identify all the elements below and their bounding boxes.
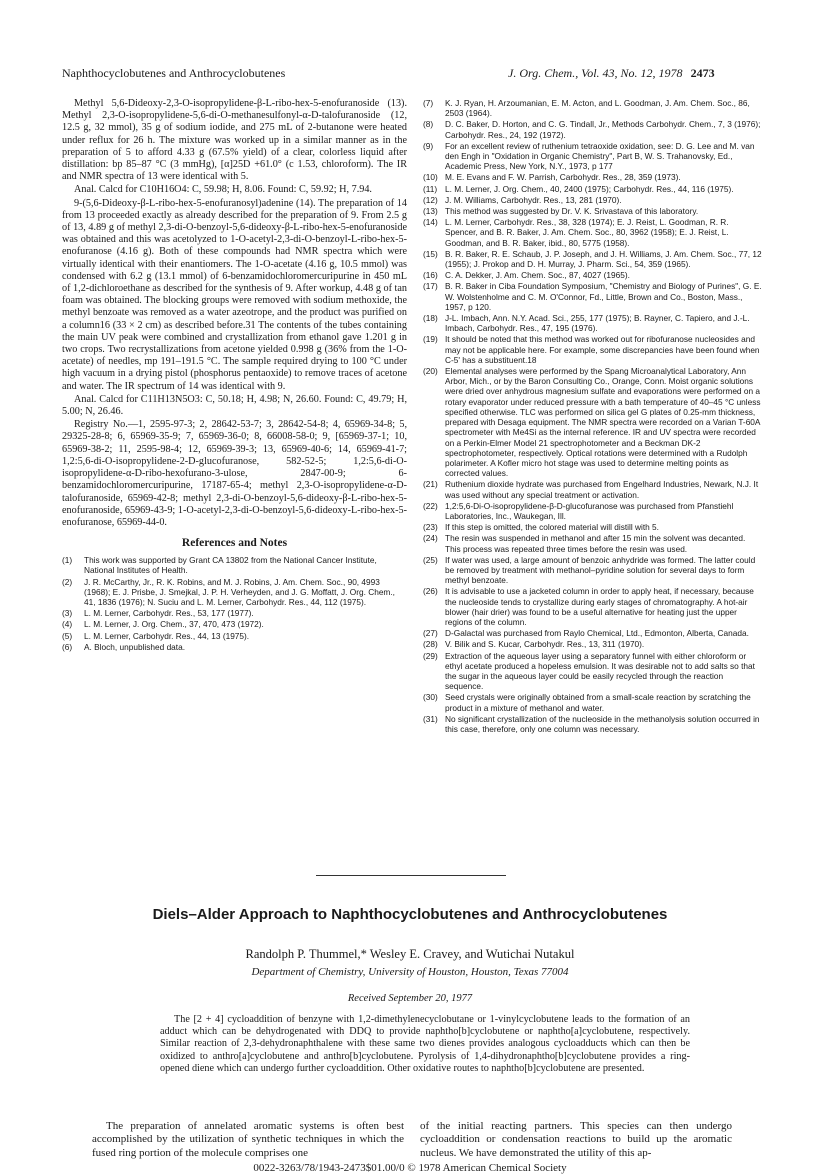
reference-text: L. M. Lerner, Carbohydr. Res., 38, 328 (1974); E. J. Reist, L. Goodman, R. R. Spencer, and B. R. Baker, J. Am. Chem. Soc., 80, 3962 (1958); E. J. Reist, L. Goodman, and B. R. Baker, ibid., 80, 5775 (1958). <box>445 217 729 248</box>
reference-number: (3) <box>62 608 73 619</box>
reference-item <box>423 555 763 586</box>
reference-item <box>423 98 763 118</box>
references-heading: References and Notes <box>181 537 288 550</box>
reference-item <box>423 206 763 216</box>
paragraph-anal-14: Anal. Calcd for C11H13N5O3: C, 50.18; H, 4.98; N, 26.60. Found: C, 49.79; H, 5.00; N, 26.46. <box>62 393 407 418</box>
reference-number: (10) <box>423 172 438 183</box>
reference-text: C. A. Dekker, J. Am. Chem. Soc., 87, 4027 (1965). <box>445 270 630 281</box>
reference-number: (11) <box>423 183 438 194</box>
reference-text: D. C. Baker, D. Horton, and C. G. Tindall, Jr., Methods Carbohydr. Chem., 7, 3 (1976); Carbohydr. Res., 24, 192 (1972). <box>445 119 761 140</box>
reference-item <box>62 642 407 652</box>
reference-number: (4) <box>62 619 73 630</box>
reference-number: (21) <box>423 479 438 490</box>
reference-item <box>423 692 763 712</box>
reference-text: Ruthenium dioxide hydrate was purchased from Engelhard Industries, Newark, N.J. It was used without any special treatment or activation. <box>445 479 759 500</box>
reference-number: (15) <box>423 248 438 259</box>
reference-item <box>423 119 763 139</box>
reference-number: (31) <box>423 713 438 724</box>
reference-text: Extraction of the aqueous layer using a separatory funnel with either chloroform or ethyl acetate produced a hopeless emulsion. It was desirable not to add salts so that the sugar in the aqueous layer could be easily recycled through the reaction sequence. <box>445 650 755 692</box>
reference-item <box>423 366 763 478</box>
reference-item <box>423 639 763 649</box>
reference-text: Seed crystals were originally obtained from a small-scale reaction by scratching the product in a mixture of methanol and water. <box>445 692 751 713</box>
reference-number: (14) <box>423 217 438 228</box>
reference-number: (16) <box>423 270 438 281</box>
reference-item <box>62 608 407 618</box>
reference-text: The resin was suspended in methanol and after 15 min the solvent was decanted. This process was repeated three times before the resin was used. <box>445 533 746 554</box>
reference-text: This method was suggested by Dr. V. K. Srivastava of this laboratory. <box>445 206 699 217</box>
reference-text: L. M. Lerner, Carbohydr. Res., 53, 177 (1977). <box>84 608 254 619</box>
reference-text: It is advisable to use a jacketed column in order to apply heat, if necessary, because the nucleoside tends to crystallize during early stages of chromatography. A hot-air blower (hair drier) was found to be a useful alternative for heating just the upper regions of the column. <box>445 586 754 627</box>
reference-number: (30) <box>423 692 438 703</box>
reference-item <box>423 479 763 499</box>
reference-number: (25) <box>423 554 438 565</box>
reference-text: No significant crystallization of the nucleoside in the methanolysis solution occurred in this case, therefore, only one column was necessary. <box>445 713 760 734</box>
reference-number: (18) <box>423 313 438 324</box>
reference-text: J-L. Imbach, Ann. N.Y. Acad. Sci., 255, 177 (1975); B. Rayner, C. Tapiero, and J.-L. Imbach, Carbohydr. Res., 47, 195 (1976). <box>445 313 750 334</box>
reference-text: 1,2:5,6-Di-O-isopropylidene-β-D-glucofuranose was purchased from Pfanstiehl Laboratories, Inc., Waukegan, Ill. <box>445 500 734 521</box>
paragraph-registry: Registry No.—1, 2595-97-3; 2, 28642-53-7; 3, 28642-54-8; 4, 65969-34-8; 5, 29325-28-8; 6, 65969-35-9; 7, 65969-36-0; 8, 66008-58-0; 9, [65969-37-1; 10, 65969-38-2; 11, 2595-98-4; 12, 65969-39-3; 13, 65969-40-6; 14, 65969-41-7; 1,2:5,6-di-O-isopropylidene-2-D-glucofuranose, 582-52-5; 1,2:5,6-di-O-isopropylidene-α-D-ribo-hexofurano-3-ulose, 2847-00-9; 6-benzamidochloromercuripurine, 17187-65-4; methyl 2,3-O-isopropylidene-α-D-talofuranoside, 65969-42-8; methyl 2,3-di-O-benzoyl-5,6-dideoxy-β-L-ribo-hex-5-enofuranoside, 65969-43-9; 1-O-acetyl-2,3-di-O-benzoyl-5,6-dideoxy-L-ribo-hex-5-enofuranose, 65969-44-0. <box>62 419 407 528</box>
reference-number: (19) <box>423 334 438 345</box>
reference-number: (24) <box>423 533 438 544</box>
reference-number: (6) <box>62 641 73 652</box>
reference-text: V. Bilik and S. Kucar, Carbohydr. Res., 13, 311 (1970). <box>445 639 645 650</box>
references-list-right <box>423 98 763 734</box>
reference-item <box>423 270 763 280</box>
reference-item <box>423 522 763 532</box>
article-authors: Randolph P. Thummel,* Wesley E. Cravey, and Wutichai Nutakul <box>245 947 575 961</box>
intro-right: of the initial reacting partners. This species can then undergo cycloaddition or condensation reactions to build up the aromatic nucleus. We have demonstrated the utility of this ap- <box>420 1120 732 1159</box>
reference-number: (7) <box>423 98 434 108</box>
intro-left: The preparation of annelated aromatic systems is often best accomplished by the utilization of synthetic techniques in which the fused ring portion of the molecule comprises one <box>92 1120 404 1159</box>
references-list-left <box>62 555 407 652</box>
article-abstract: The [2 + 4] cycloaddition of benzyne with 1,2-dimethylenecyclobutane or 1-vinylcyclobutene leads to the formation of an adduct which can be dehydrogenated with DDQ to provide naphtho[b]cyclobutene or naphtho[a]cyclobutene, respectively. Similar reaction of 2,3-dehydronaphthalene with these same two dienes provides analogous cycloadducts which can then be oxidized to anthro[a]cyclobutene and anthro[b]cyclobutene. Pyrolysis of 1,4-dihydronaphtho[b]cyclobutene provides a ring-opened diene which can undergo further cycloaddition. Other oxidative routes to naphtho[b]cyclobutene are presented. <box>160 1014 690 1074</box>
reference-text: If water was used, a large amount of benzoic anhydride was formed. The latter could be removed by treatment with methanol–pyridine solution for several days to form methyl benzoate. <box>445 554 756 586</box>
reference-item <box>423 586 763 627</box>
reference-text: D-Galactal was purchased from Raylo Chemical, Ltd., Edmonton, Alberta, Canada. <box>445 628 749 639</box>
section-divider <box>316 875 506 876</box>
reference-item <box>423 334 763 365</box>
reference-text: J. M. Williams, Carbohydr. Res., 13, 281 (1970). <box>445 194 622 205</box>
reference-item <box>423 249 763 269</box>
reference-number: (13) <box>423 206 438 217</box>
reference-text: L. M. Lerner, J. Org. Chem., 37, 470, 473 (1972). <box>84 619 264 630</box>
reference-number: (29) <box>423 650 438 661</box>
article-affiliation: Department of Chemistry, University of Houston, Houston, Texas 77004 <box>251 966 569 978</box>
reference-text: J. R. McCarthy, Jr., R. K. Robins, and M. J. Robins, J. Am. Chem. Soc., 90, 4993 (1968); E. J. Prisbe, J. Smejkal, J. P. H. Verheyden, and J. G. Moffatt, J. Org. Chem., 41, 1836 (1976); N. Suciu and L. M. Lerner, Carbohydr. Res., 44, 112 (1975). <box>84 576 395 607</box>
left-column <box>62 98 407 653</box>
reference-item <box>423 281 763 312</box>
reference-number: (23) <box>423 522 438 533</box>
reference-number: (1) <box>62 555 73 566</box>
reference-number: (27) <box>423 628 438 639</box>
right-column <box>423 98 763 735</box>
reference-item <box>423 313 763 333</box>
reference-number: (9) <box>423 140 434 151</box>
reference-number: (8) <box>423 119 434 130</box>
reference-item <box>62 619 407 629</box>
page-number: 2473 <box>690 66 715 80</box>
reference-item <box>62 555 407 575</box>
reference-item <box>423 714 763 734</box>
running-header-title: Naphthocyclobutenes and Anthrocyclobutenes <box>62 66 286 80</box>
reference-number: (2) <box>62 576 73 587</box>
reference-item <box>423 533 763 553</box>
reference-item <box>62 577 407 608</box>
reference-text: It should be noted that this method was worked out for ribofuranose nucleosides and may not be applicable here. For example, some discrepancies have been found when C-5' has a substituent.18 <box>445 334 760 365</box>
reference-text: For an excellent review of ruthenium tetraoxide oxidation, see: D. G. Lee and M. van den Engh in "Oxidation in Organic Chemistry", Part B, W. S. Trahanovsky, Ed., Academic Press, New York, N.Y., 1973, p 177 <box>445 140 755 172</box>
reference-text: A. Bloch, unpublished data. <box>84 641 186 652</box>
paragraph-compound-13: Methyl 5,6-Dideoxy-2,3-O-isopropylidene-β-L-ribo-hex-5-enofuranoside (13). Methyl 2,3-O-isopropylidene-5,6-di-O-methanesulfonyl-α-D-talofuranoside (12, 12.5 g, 32 mmol), 35 g of sodium iodide, and 275 mL of 2-butanone were heated under reflux for 26 h. The mixture was worked up in a similar manner as in the preparation of 5 to afford 4.33 g (67.5% yield) of a clear, colorless liquid after distillation: bp 85–87 °C (3 mmHg), [α]25D +61.0° (c 1.53, chloroform). The IR and NMR spectra of 13 were identical with 5. <box>62 98 407 183</box>
copyright-footer: 0022-3263/78/1943-2473$01.00/0 © 1978 American Chemical Society <box>253 1162 567 1174</box>
reference-number: (12) <box>423 194 438 205</box>
journal-citation: J. Org. Chem., Vol. 43, No. 12, 1978 <box>508 66 683 80</box>
reference-item <box>423 501 763 521</box>
reference-text: B. R. Baker, R. E. Schaub, J. P. Joseph, and J. H. Williams, J. Am. Chem. Soc., 77, 12 (1955); J. Prokop and D. H. Murray, J. Pharm. Sci., 54, 359 (1965). <box>445 248 762 270</box>
reference-text: If this step is omitted, the colored material will distill with 5. <box>445 522 659 533</box>
reference-item <box>423 184 763 194</box>
reference-number: (20) <box>423 366 438 377</box>
reference-text: M. E. Evans and F. W. Parrish, Carbohydr. Res., 28, 359 (1973). <box>445 172 681 183</box>
reference-text: B. R. Baker in Ciba Foundation Symposium, "Chemistry and Biology of Purines", G. E. W. Wolstenholme and C. M. O'Connor, Fd., Little, Brown and Co., Boston, Mass., 1957, p 120. <box>445 281 762 312</box>
article-received: Received September 20, 1977 <box>347 993 473 1004</box>
reference-item <box>423 651 763 692</box>
reference-item <box>423 172 763 182</box>
reference-item <box>423 195 763 205</box>
reference-text: L. M. Lerner, Carbohydr. Res., 44, 13 (1975). <box>84 630 250 641</box>
reference-text: L. M. Lerner, J. Org. Chem., 40, 2400 (1975); Carbohydr. Res., 44, 116 (1975). <box>445 183 734 194</box>
paragraph-anal-13: Anal. Calcd for C10H16O4: C, 59.98; H, 8.06. Found: C, 59.92; H, 7.94. <box>74 184 372 196</box>
paragraph-compound-14: 9-(5,6-Dideoxy-β-L-ribo-hex-5-enofuranosyl)adenine (14). The preparation of 14 from 13 proceeded exactly as already described for the preparation of 9. From 2.5 g of 13, 4.89 g of methyl 2,3-di-O-benzoyl-5,6-dideoxy-β-L-ribo-hex-5-enofuranoside was obtained and this was acetolyzed to 1-O-acetyl-2,3-di-O-benzoyl-L-ribo-hex-5-enofuranose (4.16 g). Both of these compounds had NMR spectra which were virtually identical with their enantiomers. The 1-O-acetate (4.16 g, 10.5 mmol) was condensed with 6.2 g (13.1 mmol) of 6-benzamidochloromercuripurine in 450 mL of 1,2-dichloroethane as described for the synthesis of 9. After workup, 4.48 g of tan foam was obtained. The blocking groups were removed with sodium methoxide, the methyl benzoate was removed as a water azeotrope, and the product was purified on a column16 (33 × 2 cm) as described before.31 The contents of the tubes containing the main UV peak were combined and crystallization from ethanol gave 1.201 g in two crops. Two recrystallizations from acetone yielded 0.998 g (36% from the 1-O-acetate) of needles, mp 191–191.5 °C. The sample required drying to 100 °C under high vacuum in a drying pistol (phosphorus pentaoxide) to remove traces of acetone and water. The IR spectrum of 14 was identical with 9. <box>62 197 407 392</box>
reference-number: (17) <box>423 281 438 292</box>
reference-number: (28) <box>423 639 438 650</box>
article-title: Diels–Alder Approach to Naphthocyclobutenes and Anthrocyclobutenes <box>152 906 668 923</box>
reference-text: Elemental analyses were performed by the Spang Microanalytical Laboratory, Ann Arbor, Mich., or by the Baron Consulting Co., Orange, Conn. Moist organic solutions were dried over anhydrous magnesium sulfate and evaporations were performed on a rotary evaporator under reduced pressure with a bath temperature of 40–45 °C unless specified otherwise. TLC was performed on silica gel G plates of 0.25-mm thickness, prepared with Desaga equipment. The NMR spectra were recorded on a Varian T-60A spectrometer with Me4Si as the internal reference. IR and UV spectra were recorded on a Perkin-Elmer Model 21 spectrophotometer and a Beckman DK-2 spectrophotometer, respectively. Optical rotations were determined with a Rudolph polarimeter. A Kofler micro hot stage was used to determine melting points as corrected values. <box>445 366 761 479</box>
reference-number: (5) <box>62 630 73 641</box>
reference-text: This work was supported by Grant CA 13802 from the National Cancer Institute, National Institutes of Health. <box>84 555 377 576</box>
reference-text: K. J. Ryan, H. Arzoumanian, E. M. Acton, and L. Goodman, J. Am. Chem. Soc., 86, 2503 (1964). <box>445 98 750 119</box>
reference-item <box>423 141 763 172</box>
reference-item <box>62 631 407 641</box>
running-header-journal <box>508 66 715 81</box>
reference-item <box>423 217 763 248</box>
reference-number: (26) <box>423 586 438 597</box>
reference-number: (22) <box>423 500 438 511</box>
reference-item <box>423 628 763 638</box>
